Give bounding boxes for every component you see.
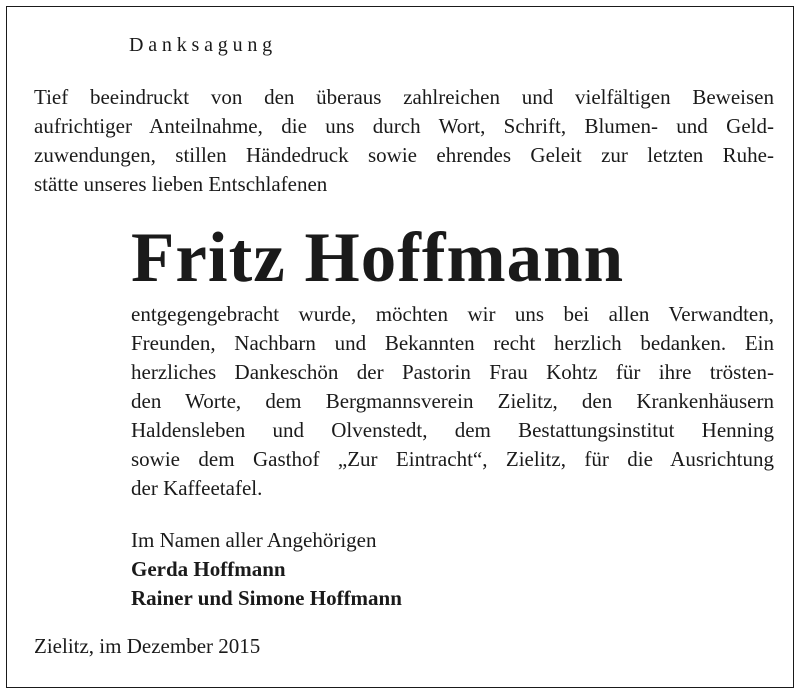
obituary-notice [6, 6, 794, 688]
thanks-line: Freunden, Nachbarn und Bekannten recht herzlich bedanken. Ein [131, 331, 774, 355]
place-date: Zielitz, im Dezember 2015 [34, 634, 261, 658]
signature-intro: Im Namen aller Angehörigen [131, 528, 377, 552]
notice-heading: Danksagung [129, 34, 277, 56]
signature-block [131, 526, 551, 613]
thanks-line: sowie dem Gasthof „Zur Eintracht“, Zielitz, für die Ausrichtung [131, 447, 774, 471]
place-date-line [34, 632, 260, 661]
intro-line: Tief beeindruckt von den überaus zahlreichen und vielfältigen Beweisen [34, 85, 774, 109]
intro-paragraph [34, 83, 774, 199]
deceased-name: Fritz Hoffmann [131, 219, 625, 297]
intro-line: stätte unseres lieben Entschlafenen [34, 172, 328, 196]
thanks-line: der Kaffeetafel. [131, 476, 263, 500]
thanks-line: den Worte, dem Bergmannsverein Zielitz, den Krankenhäusern [131, 389, 774, 413]
thanks-line: Haldensleben und Olvenstedt, dem Bestattungsinstitut Henning [131, 418, 774, 442]
thanks-paragraph [131, 300, 774, 503]
thanks-line: entgegengebracht wurde, möchten wir uns bei allen Verwandten, [131, 302, 774, 326]
signatory-name: Rainer und Simone Hoffmann [131, 586, 402, 610]
intro-line: zuwendungen, stillen Händedruck sowie ehrendes Geleit zur letzten Ruhe- [34, 143, 774, 167]
intro-line: aufrichtiger Anteilnahme, die uns durch Wort, Schrift, Blumen- und Geld- [34, 114, 774, 138]
signatory-name: Gerda Hoffmann [131, 557, 286, 581]
thanks-line: herzliches Dankeschön der Pastorin Frau Kohtz für ihre trösten- [131, 360, 774, 384]
